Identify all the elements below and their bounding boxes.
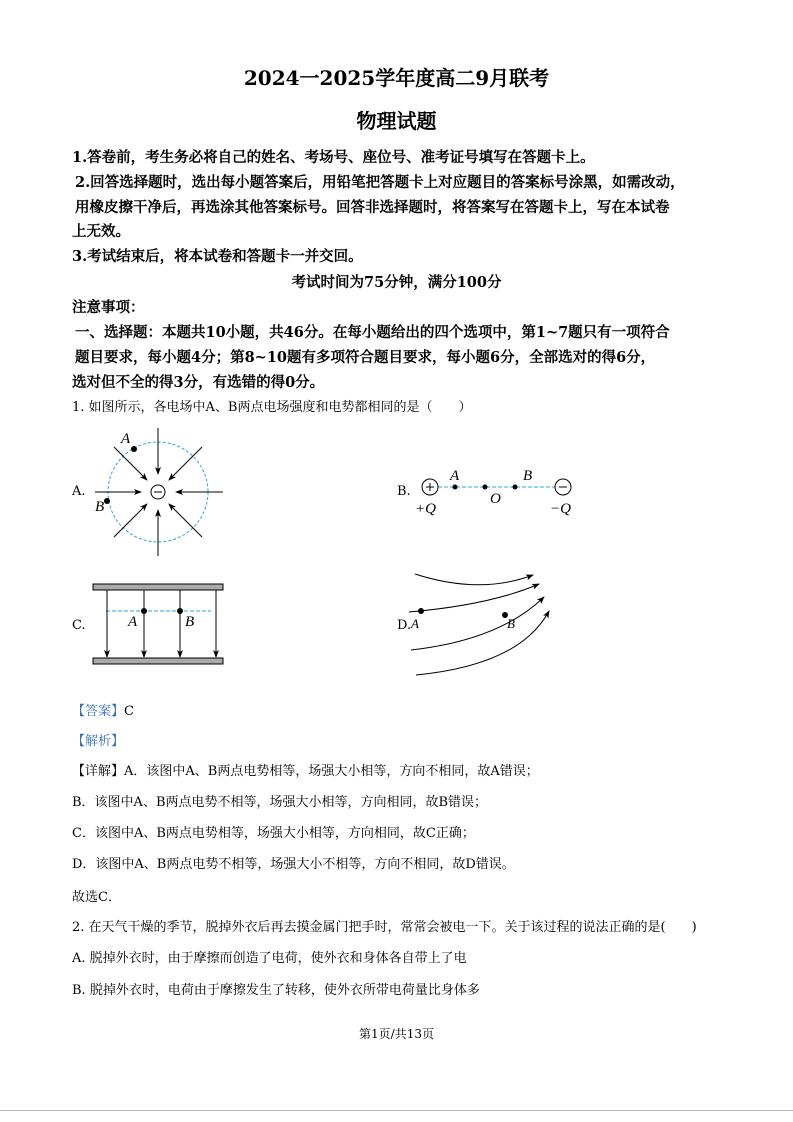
exam-time: 考试时间为75分钟，满分100分 xyxy=(291,274,502,291)
detail-line: C．该图中A、B两点电势相等，场强大小相等，方向相同，故C正确； xyxy=(72,826,475,841)
minus-q-label: −Q xyxy=(550,501,571,517)
subject-title: 物理试题 xyxy=(356,109,437,133)
answer-row xyxy=(72,700,134,719)
detail-row xyxy=(72,760,539,779)
point-b-label: B xyxy=(185,614,195,630)
conclusion: 故选C． xyxy=(72,890,121,905)
detail-line: D．该图中A、B两点电势不相等，场强大小不相等，方向不相同，故D错误。 xyxy=(72,857,515,872)
question-2-option: B. 脱掉外衣时，电荷由于摩擦发生了转移，使外衣所带电荷量比身体多 xyxy=(72,983,480,998)
notice-heading: 注意事项： xyxy=(72,299,145,316)
instruction-line: 1.答卷前，考生务必将自己的姓名、考场号、座位号、准考证号填写在答题卡上。 xyxy=(72,149,595,166)
section-text: 题目要求，每小题4分；第8~10题有多项符合题目要求，每小题6分，全部选对的得6分， xyxy=(75,349,656,366)
analysis-tag: 【解析】 xyxy=(72,734,125,749)
option-b-label: B. xyxy=(397,484,411,499)
point-a-label: A xyxy=(121,431,131,447)
question-2-option: A. 脱掉外衣时，由于摩擦而创造了电荷，使外衣和身体各自带上了电 xyxy=(72,951,467,966)
section-text: 一、选择题：本题共10小题，共46分。在每小题给出的四个选项中，第1~7题只有一项符合 xyxy=(75,324,670,341)
detail-line: B．该图中A、B两点电势不相等，场强大小相等，方向相同，故B错误； xyxy=(72,795,488,810)
plus-q-label: +Q xyxy=(415,501,436,517)
figure-d-curved-field xyxy=(409,574,549,675)
point-b-label: B xyxy=(507,616,515,631)
figure-c-parallel-plates xyxy=(93,584,223,664)
question-2-stem: 2. 在天气干燥的季节，脱掉外衣后再去摸金属门把手时，常常会被电一下。关于该过程的说法正确的是( ) xyxy=(72,920,697,935)
point-a-label: A xyxy=(450,468,460,484)
instruction-line: 3.考试结束后，将本试卷和答题卡一并交回。 xyxy=(72,248,363,265)
point-b-label: B xyxy=(523,468,533,484)
page-divider xyxy=(0,1110,793,1111)
detail-line: A．该图中A、B两点电势相等，场强大小相等，方向不相同，故A错误； xyxy=(124,764,539,779)
instruction-line: 2.回答选择题时，选出每小题答案后，用铅笔把答题卡上对应题目的答案标号涂黑，如需改动， xyxy=(75,174,685,191)
section-text: 选对但不全的得3分，有选错的得0分。 xyxy=(72,374,325,391)
point-a-label: A xyxy=(128,614,138,630)
exam-title: 2024一2025学年度高二9月联考 xyxy=(243,66,550,90)
option-d-label: D. xyxy=(397,618,412,633)
figure-b-dipole xyxy=(415,468,571,517)
instruction-line: 上无效。 xyxy=(72,223,130,240)
answer-value: C xyxy=(124,704,134,719)
detail-tag: 【详解】 xyxy=(72,764,125,779)
answer-tag: 【答案】 xyxy=(72,704,125,719)
point-a-label: A xyxy=(411,616,419,631)
page-footer: 第1页/共13页 xyxy=(359,1027,434,1041)
figure-a-point-charge xyxy=(95,428,223,556)
point-o-label: O xyxy=(490,491,501,507)
option-c-label: C. xyxy=(72,618,86,633)
instruction-line: 用橡皮擦干净后，再选涂其他答案标号。回答非选择题时，将答案写在答题卡上，写在本试卷 xyxy=(75,199,670,216)
question-1-stem: 1. 如图所示，各电场中A、B两点电场强度和电势都相同的是（ ） xyxy=(72,400,472,415)
option-a-label: A. xyxy=(72,484,86,499)
point-b-label: B xyxy=(95,499,105,515)
